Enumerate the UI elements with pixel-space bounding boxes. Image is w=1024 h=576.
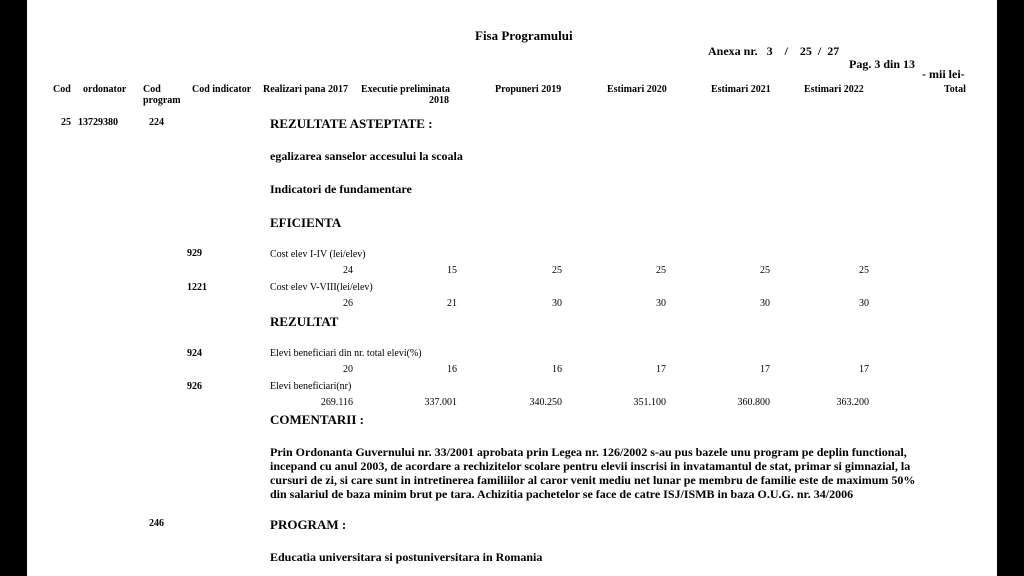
anexa-number: Anexa nr. 3 / 25 / 27: [708, 44, 840, 58]
indicator-value-propuneri: 16: [552, 364, 562, 375]
comment-line: Prin Ordonanta Guvernului nr. 33/2001 aprobata prin Legea nr. 126/2002 s-au pus bazele unu program pe deplin functional,: [270, 445, 907, 459]
comment-line: din salariul de baza minim brut pe tara. Achizitia pachetelor se face de catre ISJ/ISMB in baza O.U.G. nr. 34/2006: [270, 487, 854, 501]
header-ordonator: ordonator: [83, 84, 127, 95]
indicator-value-estimari-2020: 17: [656, 364, 666, 375]
page-number: Pag. 3 din 13: [849, 57, 916, 71]
document-page: [27, 0, 997, 576]
indicator-value-estimari-2020: 30: [656, 298, 666, 309]
indicator-value-executie: 21: [447, 298, 457, 309]
indicator-value-executie: 16: [447, 364, 457, 375]
indicator-value-realizari: 20: [343, 364, 353, 375]
indicator-code: 926: [187, 381, 202, 392]
indicator-name: Cost elev I-IV (lei/elev): [270, 249, 366, 260]
program-name: Educatia universitara si postuniversitara in Romania: [270, 550, 543, 564]
indicator-value-propuneri: 30: [552, 298, 562, 309]
indicator-value-estimari-2022: 25: [859, 265, 869, 276]
header-estimari-2022: Estimari 2022: [804, 84, 864, 95]
indicator-value-estimari-2021: 25: [760, 265, 770, 276]
row-program-code: 224: [149, 117, 164, 128]
header-cod-program-2: program: [143, 95, 181, 106]
section-eficienta: EFICIENTA: [270, 215, 342, 230]
indicatori-heading: Indicatori de fundamentare: [270, 182, 412, 196]
indicator-value-estimari-2021: 17: [760, 364, 770, 375]
comment-paragraph: [270, 445, 950, 501]
indicator-value-estimari-2021: 30: [760, 298, 770, 309]
indicator-value-estimari-2021: 360.800: [737, 397, 770, 408]
header-cod-program-1: Cod: [143, 84, 161, 95]
indicator-value-estimari-2020: 25: [656, 265, 666, 276]
indicator-value-estimari-2020: 351.100: [633, 397, 666, 408]
indicator-name: Elevi beneficiari din nr. total elevi(%): [270, 348, 422, 359]
header-estimari-2020: Estimari 2020: [607, 84, 667, 95]
indicator-value-propuneri: 25: [552, 265, 562, 276]
indicator-value-executie: 15: [447, 265, 457, 276]
indicator-name: Elevi beneficiari(nr): [270, 381, 352, 392]
comment-line: cursuri de zi, si care sunt in intretinerea familiilor al caror venit mediu net lunar pe membru de familie este de maximum 50%: [270, 473, 916, 487]
indicator-value-estimari-2022: 30: [859, 298, 869, 309]
indicator-code: 929: [187, 248, 202, 259]
row-ordonator: 13729380: [78, 117, 118, 128]
section-rezultate-asteptate: REZULTATE ASTEPTATE :: [270, 116, 433, 131]
section-comentarii: COMENTARII :: [270, 412, 365, 427]
section-rezultat: REZULTAT: [270, 314, 339, 329]
section-program: PROGRAM :: [270, 517, 347, 532]
header-cod: Cod: [53, 84, 71, 95]
indicator-name: Cost elev V-VIII(lei/elev): [270, 282, 373, 293]
document-title: Fisa Programului: [475, 28, 573, 43]
indicator-value-executie: 337.001: [424, 397, 457, 408]
indicator-value-realizari: 269.116: [320, 397, 353, 408]
indicator-value-realizari: 24: [343, 265, 353, 276]
units-label: - mii lei-: [922, 67, 965, 81]
program-code: 246: [149, 518, 164, 529]
objective-text: egalizarea sanselor accesului la scoala: [270, 149, 463, 163]
comment-line: incepand cu anul 2003, de acordare a rechizitelor scolare pentru elevii inscrisi in invatamantul de stat, primar si gimnazial, la: [270, 459, 911, 473]
indicator-value-realizari: 26: [343, 298, 353, 309]
header-executie-2: 2018: [429, 95, 449, 106]
indicator-code: 924: [187, 348, 202, 359]
header-realizari: Realizari pana 2017: [263, 84, 348, 95]
indicator-value-estimari-2022: 17: [859, 364, 869, 375]
header-total: Total: [944, 84, 966, 95]
indicator-code: 1221: [187, 282, 207, 293]
header-propuneri: Propuneri 2019: [495, 84, 562, 95]
header-cod-indicator: Cod indicator: [192, 84, 252, 95]
header-executie-1: Executie preliminata: [361, 84, 450, 95]
indicator-value-propuneri: 340.250: [529, 397, 562, 408]
header-estimari-2021: Estimari 2021: [711, 84, 771, 95]
indicator-value-estimari-2022: 363.200: [836, 397, 869, 408]
row-cod: 25: [61, 117, 71, 128]
